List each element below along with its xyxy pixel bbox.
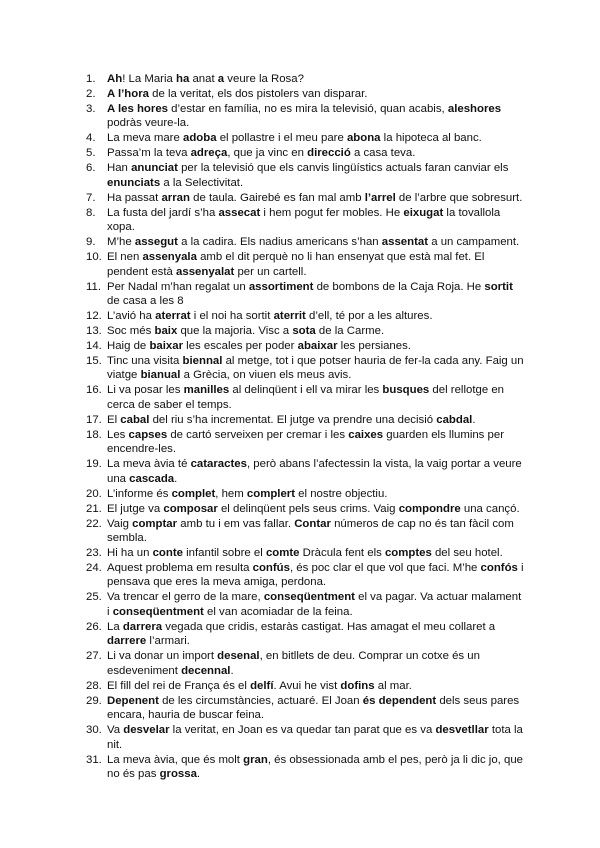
sentence-text: el nostre objectiu. — [295, 487, 388, 500]
item-sentence — [107, 325, 384, 337]
highlighted-word: baixar — [149, 340, 183, 353]
list-item — [86, 517, 526, 546]
sentence-text: i pensava que eres la meva amiga, perdona. — [107, 562, 524, 589]
sentence-text: de la Carme. — [315, 325, 385, 338]
sentence-text: Aquest problema em resulta — [107, 562, 253, 575]
highlighted-word: capses — [128, 428, 168, 441]
sentence-text: . — [174, 472, 178, 485]
sentence-text: al delinqüent i ell va mirar les — [229, 384, 383, 397]
item-number: 9 . — [86, 235, 104, 249]
highlighted-word: adoba — [182, 132, 217, 145]
list-item — [86, 206, 526, 235]
item-number: 25 . — [86, 590, 104, 604]
item-sentence — [107, 281, 513, 307]
sentence-text: amb el dit perquè no li han ensenyat que està mal fet. El pendent està — [107, 251, 485, 278]
item-number: 26 . — [86, 620, 104, 634]
sentence-text: La meva àvia té — [107, 458, 191, 471]
item-number: 30 . — [86, 723, 104, 737]
highlighted-word: busques — [382, 384, 430, 397]
sentence-text: Dràcula fent els — [299, 547, 385, 560]
sentence-text: de bombons de la Caja Roja. He — [313, 280, 485, 293]
highlighted-word: sortit — [484, 280, 513, 293]
item-sentence — [107, 192, 522, 204]
highlighted-word: biennal — [182, 355, 223, 368]
sentence-text: L’avió ha — [107, 310, 156, 323]
item-sentence — [107, 547, 503, 559]
highlighted-word: dofins — [340, 679, 375, 692]
highlighted-word: abona — [346, 132, 381, 145]
item-number: 28 . — [86, 679, 104, 693]
sentence-text: La fusta del jardí s’ha — [107, 206, 219, 219]
highlighted-word: complert — [246, 487, 296, 500]
list-item — [86, 339, 526, 353]
item-number: 31 . — [86, 753, 104, 767]
sentence-text: . Avui he vist — [273, 679, 341, 692]
highlighted-word: darrere — [107, 635, 147, 648]
sentence-text: a un campament. — [428, 236, 520, 249]
list-item — [86, 324, 526, 338]
sentence-text: , és poc clar el que vol que faci. M’he — [289, 562, 481, 575]
sentence-text: . — [196, 767, 201, 780]
highlighted-word: eixugat — [403, 206, 444, 219]
highlighted-word: complet — [171, 487, 216, 500]
highlighted-word: caixes — [348, 428, 384, 441]
item-sentence — [107, 236, 519, 248]
sentence-text: La — [107, 620, 123, 633]
sentence-text: i hem pogut fer mobles. He — [260, 206, 404, 219]
sentence-text: anat — [189, 73, 218, 85]
highlighted-word: comptar — [132, 517, 178, 530]
sentence-text: Li va posar les — [107, 384, 184, 397]
sentence-text: L’informe és — [107, 487, 172, 500]
highlighted-word: assortiment — [248, 280, 314, 293]
list-item — [86, 146, 526, 160]
item-sentence — [107, 503, 520, 515]
sentence-text: a la Selectivitat. — [160, 176, 244, 189]
item-sentence — [107, 695, 519, 721]
item-sentence — [107, 414, 476, 426]
highlighted-word: decennal — [181, 664, 231, 677]
item-number: 16 . — [86, 383, 104, 397]
sentence-text: de les circumstàncies, actuaré. El Joan — [158, 694, 363, 707]
sentence-text: , hem — [215, 487, 247, 500]
highlighted-word: Contar — [294, 517, 331, 530]
list-item — [86, 753, 526, 782]
sentence-text: tota la nit. — [107, 724, 523, 751]
item-sentence — [107, 680, 412, 692]
list-item — [86, 280, 526, 309]
sentence-text: per un cartell. — [234, 265, 307, 278]
item-sentence — [107, 132, 482, 144]
highlighted-word: anunciat — [131, 162, 178, 175]
highlighted-word: manilles — [183, 384, 230, 397]
highlighted-word: desenal — [217, 650, 260, 663]
sentence-text: números de cap no és tan fàcil com sembla. — [107, 517, 514, 545]
item-number: 10 . — [86, 250, 104, 264]
sentence-text: a la cadira. Els nadius americans s’han — [177, 236, 382, 249]
sentence-text: Va trencar el gerro de la mare, — [107, 591, 264, 604]
sentence-text: de casa a les 8 — [107, 295, 184, 308]
sentence-text: per la televisió que els canvis lingüístics actuals faran canviar els — [177, 162, 509, 175]
highlighted-word: assenyalat — [176, 265, 235, 278]
sentence-text: d’ell, té por a les altures. — [305, 310, 433, 323]
sentence-text: infantil sobre el — [182, 547, 266, 560]
highlighted-word: adreça — [190, 147, 228, 160]
item-sentence — [107, 650, 480, 676]
highlighted-word: confós — [480, 562, 518, 575]
highlighted-word: comptes — [384, 547, 432, 560]
highlighted-word: cascada — [129, 472, 175, 485]
list-item — [86, 383, 526, 412]
item-sentence — [107, 162, 508, 188]
highlighted-word: arran — [161, 191, 190, 204]
item-number: 22 . — [86, 517, 104, 531]
list-item — [86, 235, 526, 249]
item-sentence — [107, 724, 523, 750]
sentence-text: el pollastre i el meu pare — [216, 132, 347, 145]
item-number: 20 . — [86, 487, 104, 501]
item-number: 11 . — [86, 280, 104, 294]
item-sentence — [107, 103, 501, 129]
sentence-text: Li va donar un import — [107, 650, 218, 663]
sentence-text: les escales per poder — [183, 340, 298, 353]
item-number: 8 . — [86, 206, 104, 220]
sentence-text: al metge, tot i que potser hauria de fer-la cada any. Faig un viatge — [107, 355, 524, 382]
sentence-text: El — [107, 413, 121, 426]
item-sentence — [107, 518, 514, 544]
sentence-text: veure la Rosa? — [224, 73, 304, 85]
sentence-text: la hipoteca al banc. — [380, 132, 482, 145]
list-item — [86, 72, 526, 86]
item-number: 2 . — [86, 87, 104, 101]
sentence-text: La meva àvia, que és molt — [107, 753, 244, 766]
highlighted-word: grossa — [159, 767, 197, 780]
sentence-text: el va pagar. Va actuar malament i — [107, 591, 522, 618]
sentence-text: El fill del rei de França és el — [107, 679, 251, 692]
highlighted-word: aleshores — [447, 103, 502, 115]
highlighted-word: gran — [243, 753, 268, 766]
sentence-list — [86, 72, 526, 782]
list-item — [86, 694, 526, 723]
highlighted-word: abaixar — [297, 340, 338, 353]
item-sentence — [107, 562, 524, 588]
item-sentence — [107, 458, 522, 484]
sentence-text: Vaig — [107, 517, 133, 530]
item-sentence — [107, 621, 495, 647]
sentence-text: , en bitllets de deu. Comprar un cotxe és un esdeveniment — [107, 650, 480, 677]
highlighted-word: bianual — [140, 369, 181, 382]
list-item — [86, 413, 526, 427]
item-number: 17 . — [86, 413, 104, 427]
list-item — [86, 590, 526, 619]
highlighted-word: conseqüentment — [112, 605, 204, 618]
list-item — [86, 649, 526, 678]
item-sentence — [107, 73, 304, 85]
highlighted-word: cabdal — [436, 413, 473, 426]
sentence-text: una cançó. — [460, 502, 520, 515]
sentence-text: del seu hotel. — [431, 547, 503, 560]
highlighted-word: Ah — [107, 73, 123, 85]
sentence-text: de la veritat, els dos pistolers van disparar. — [148, 88, 368, 100]
sentence-text: d’estar en família, no es mira la televisió, quan acabis, — [168, 103, 448, 115]
highlighted-word: cabal — [120, 413, 150, 426]
highlighted-word: a — [217, 73, 225, 85]
highlighted-word: conte — [152, 547, 183, 560]
item-number: 27 . — [86, 649, 104, 663]
item-number: 29 . — [86, 694, 104, 708]
sentence-text: La meva mare — [107, 132, 183, 145]
item-sentence — [107, 147, 415, 159]
highlighted-word: enunciats — [107, 176, 161, 189]
sentence-text: guarden els llumins per encendre-les. — [107, 428, 505, 456]
list-item — [86, 309, 526, 323]
item-sentence — [107, 355, 524, 381]
sentence-text: que la majoria. Visc a — [177, 325, 293, 338]
sentence-text: del riu s’ha incrementat. El jutge va prendre una decisió — [149, 413, 437, 426]
item-number: 19 . — [86, 457, 104, 471]
sentence-text: Les — [107, 428, 129, 441]
list-item — [86, 161, 526, 190]
list-item — [86, 428, 526, 457]
sentence-text: Per Nadal m’han regalat un — [107, 280, 249, 293]
highlighted-word: darrera — [122, 620, 163, 633]
item-sentence — [107, 88, 367, 100]
highlighted-word: composar — [163, 502, 218, 515]
sentence-text: i el noi ha sortit — [190, 310, 274, 323]
item-number: 3 . — [86, 102, 104, 116]
item-number: 5 . — [86, 146, 104, 160]
sentence-text: la tovallola xopa. — [107, 206, 501, 234]
sentence-text: Hi ha un — [107, 547, 153, 560]
sentence-text: del rellotge en cerca de saber el temps. — [107, 384, 504, 411]
sentence-text: , és obsessionada amb el pes, però ja li dic jo, que no és pas — [107, 753, 524, 780]
sentence-text: Passa’m la teva — [107, 147, 191, 160]
item-sentence — [107, 429, 504, 455]
highlighted-word: l’arrel — [364, 191, 396, 204]
sentence-text: el delinqüent pels seus crims. Vaig — [217, 502, 399, 515]
sentence-text: les persianes. — [337, 340, 411, 353]
list-item — [86, 502, 526, 516]
sentence-text: el van acomiadar de la feina. — [203, 605, 353, 618]
item-sentence — [107, 488, 387, 500]
list-item — [86, 131, 526, 145]
item-number: 23 . — [86, 546, 104, 560]
sentence-text: la veritat, en Joan es va quedar tan parat que es va — [169, 724, 436, 737]
sentence-text: Soc més — [107, 325, 155, 338]
sentence-text: Va — [107, 724, 124, 737]
item-sentence — [107, 340, 411, 352]
sentence-text: . — [472, 413, 476, 426]
sentence-text: M’he — [107, 236, 135, 249]
sentence-text: Tinc una visita — [107, 355, 183, 368]
list-item — [86, 102, 526, 131]
item-number: 6 . — [86, 161, 104, 175]
sentence-text: , que ja vinc en — [227, 147, 308, 160]
item-sentence — [107, 754, 523, 780]
list-item — [86, 87, 526, 101]
highlighted-word: Depenent — [107, 694, 159, 707]
sentence-text: de l’arbre que sobresurt. — [395, 191, 523, 204]
item-sentence — [107, 251, 484, 277]
highlighted-word: aterrit — [273, 310, 306, 323]
list-item — [86, 191, 526, 205]
sentence-text: dels seus pares encara, hauria de buscar feina. — [107, 694, 520, 722]
item-sentence — [107, 384, 504, 410]
sentence-text: Ha passat — [107, 191, 162, 204]
sentence-text: amb tu i em vas fallar. — [177, 517, 295, 530]
highlighted-word: és dependent — [362, 694, 437, 707]
item-number: 1 . — [86, 72, 104, 86]
sentence-text: a casa teva. — [350, 147, 416, 160]
list-item — [86, 250, 526, 279]
highlighted-word: assentat — [381, 236, 429, 249]
list-item — [86, 487, 526, 501]
highlighted-word: direcció — [307, 147, 351, 160]
item-number: 12 . — [86, 309, 104, 323]
list-item — [86, 354, 526, 383]
sentence-text: El jutge va — [107, 502, 164, 515]
sentence-text: ! La Maria — [122, 73, 176, 85]
sentence-text: al mar. — [374, 679, 412, 692]
sentence-text: Haig de — [107, 340, 150, 353]
highlighted-word: desvetllar — [435, 724, 489, 737]
highlighted-word: confús — [252, 562, 290, 575]
sentence-text: El nen — [107, 251, 143, 264]
highlighted-word: delfí — [250, 679, 274, 692]
highlighted-word: assecat — [218, 206, 261, 219]
list-item — [86, 620, 526, 649]
sentence-text: Han — [107, 162, 132, 175]
item-number: 4 . — [86, 131, 104, 145]
highlighted-word: A les hores — [107, 103, 168, 115]
list-item — [86, 679, 526, 693]
sentence-text: , però abans l’afectessin la vista, la vaig portar a veure una — [107, 458, 522, 485]
sentence-text: de taula. Gairebé es fan mal amb — [189, 191, 365, 204]
highlighted-word: assenyala — [142, 251, 197, 264]
sentence-text: l’armari. — [146, 635, 190, 648]
item-number: 21 . — [86, 502, 104, 516]
highlighted-word: sota — [292, 325, 316, 338]
item-number: 18 . — [86, 428, 104, 442]
list-item — [86, 546, 526, 560]
highlighted-word: ha — [176, 73, 190, 85]
sentence-text: . — [230, 664, 234, 677]
item-number: 13 . — [86, 324, 104, 338]
item-sentence — [107, 591, 521, 617]
list-item — [86, 723, 526, 752]
highlighted-word: desvelar — [123, 724, 170, 737]
highlighted-word: baix — [154, 325, 178, 338]
highlighted-word: A l’hora — [107, 88, 149, 100]
list-item — [86, 561, 526, 590]
item-sentence — [107, 207, 500, 233]
item-number: 7 . — [86, 191, 104, 205]
item-number: 14 . — [86, 339, 104, 353]
list-item — [86, 457, 526, 486]
sentence-text: a Grècia, on viuen els meus avis. — [180, 369, 352, 382]
highlighted-word: comte — [265, 547, 300, 560]
item-number: 15 . — [86, 354, 104, 368]
highlighted-word: cataractes — [190, 458, 247, 471]
highlighted-word: aterrat — [155, 310, 191, 323]
sentence-text: vegada que cridis, estaràs castigat. Has amagat el meu collaret a — [162, 620, 496, 633]
highlighted-word: compondre — [398, 502, 461, 515]
sentence-text: podràs veure-la. — [107, 117, 190, 130]
item-sentence — [107, 310, 433, 322]
sentence-text: de cartó serveixen per cremar i les — [167, 428, 349, 441]
highlighted-word: conseqüentment — [263, 591, 355, 604]
highlighted-word: assegut — [134, 236, 178, 249]
item-number: 24 . — [86, 561, 104, 575]
